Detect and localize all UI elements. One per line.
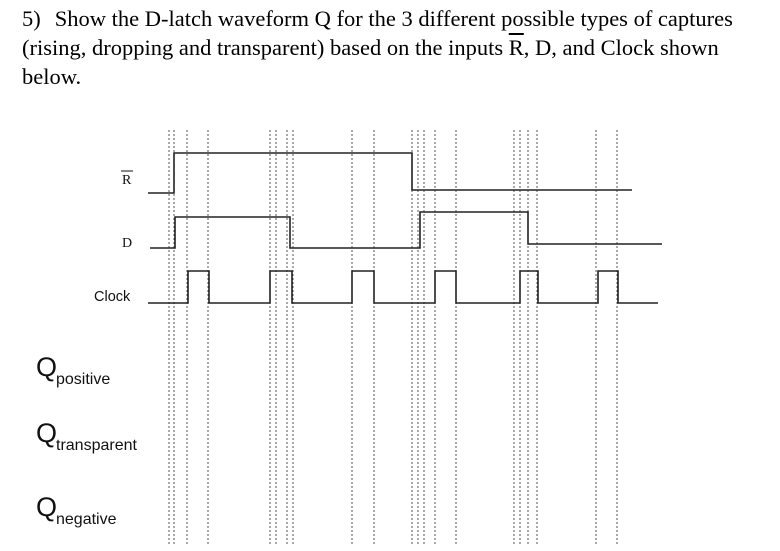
r-bar-symbol: $\overline{R}$ [508,35,524,60]
question-body: Show the D-latch waveform Q for the 3 different possible types of captures (rising, dropping and transparent) based on the inputs [22,6,733,60]
guide-lines [169,130,617,545]
r-label: R [122,173,132,188]
question-tail: , D, and Clock shown below. [22,35,719,89]
q-negative-label [36,492,117,528]
svg-text:transparent: transparent [56,437,137,454]
clock-waveform [148,271,658,303]
d-waveform [150,212,662,248]
q-positive-label [36,352,110,388]
svg-text:positive: positive [56,371,111,388]
svg-text:Q: Q [36,418,58,448]
clock-label: Clock [94,289,131,305]
r-waveform [148,153,632,193]
question-number: 5) [22,6,41,31]
svg-text:Q: Q [36,352,58,382]
svg-text:negative: negative [56,511,117,528]
svg-text:Q: Q [36,492,58,522]
d-label: D [122,236,133,251]
q-transparent-label [36,418,137,454]
